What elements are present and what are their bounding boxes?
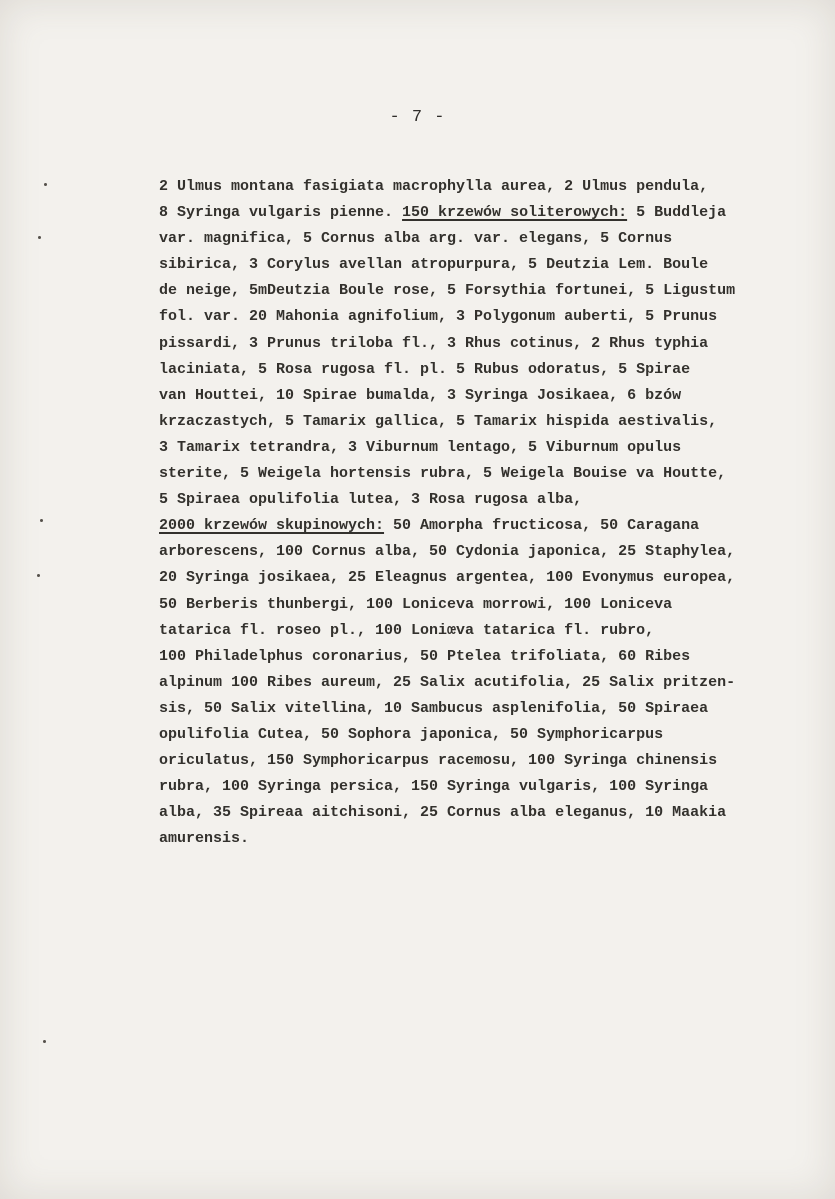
margin-speck — [44, 183, 47, 186]
text-segment: van Houttei, 10 Spirae bumalda, 3 Syringa Josikaea, 6 bzów — [159, 386, 682, 404]
text-line — [159, 278, 831, 304]
section-heading-group-shrubs: 2000 krzewów skupinowych: — [159, 517, 385, 535]
text-line — [159, 826, 831, 852]
text-segment: 5 Buddleja — [627, 204, 727, 222]
text-line — [159, 200, 831, 226]
text-segment: 5 Spiraea opulifolia lutea, 3 Rosa rugosa alba, — [159, 491, 583, 509]
page-number: - 7 - — [389, 108, 446, 127]
text-line — [159, 800, 831, 826]
section-heading-solitary-shrubs: 150 krzewów soliterowych: — [402, 204, 628, 222]
text-line — [159, 748, 831, 774]
text-segment: 100 Philadelphus coronarius, 50 Ptelea trifoliata, 60 Ribes — [159, 647, 691, 665]
text-segment: amurensis. — [159, 830, 250, 848]
text-segment: pissardi, 3 Prunus triloba fl., 3 Rhus cotinus, 2 Rhus typhia — [159, 334, 709, 352]
text-line — [159, 461, 831, 487]
text-line — [159, 565, 831, 591]
text-line — [159, 644, 831, 670]
text-segment: 8 Syringa vulgaris pienne. — [159, 204, 403, 222]
margin-speck — [37, 574, 40, 577]
text-segment: rubra, 100 Syringa persica, 150 Syringa vulgaris, 100 Syringa — [159, 778, 709, 796]
text-segment: 50 Berberis thunbergi, 100 Loniceva morrowi, 100 Loniceva — [159, 595, 673, 613]
text-line — [159, 331, 831, 357]
margin-speck — [38, 236, 41, 239]
text-segment: alba, 35 Spireaa aitchisoni, 25 Cornus alba eleganus, 10 Maakia — [159, 804, 727, 822]
text-segment: opulifolia Cutea, 50 Sophora japonica, 50 Symphoricarpus — [159, 725, 664, 743]
text-segment: fol. var. 20 Mahonia agnifolium, 3 Polygonum auberti, 5 Prunus — [159, 308, 718, 326]
text-segment: alpinum 100 Ribes aureum, 25 Salix acutifolia, 25 Salix pritzen- — [159, 673, 736, 691]
text-segment: de neige, 5mDeutzia Boule rose, 5 Forsythia fortunei, 5 Ligustum — [159, 282, 736, 300]
text-segment: var. magnifica, 5 Cornus alba arg. var. elegans, 5 Cornus — [159, 230, 673, 248]
text-line — [159, 383, 831, 409]
text-line — [159, 174, 831, 200]
text-segment: 2 Ulmus montana fasigiata macrophylla aurea, 2 Ulmus pendula, — [159, 178, 709, 195]
text-segment: arborescens, 100 Cornus alba, 50 Cydonia japonica, 25 Staphylea, — [159, 543, 736, 561]
text-line — [159, 226, 831, 252]
text-line — [159, 357, 831, 383]
typewritten-body — [159, 174, 831, 852]
text-segment: sibirica, 3 Corylus avellan atropurpura, 5 Deutzia Lem. Boule — [159, 256, 709, 274]
text-line — [159, 539, 831, 565]
text-line — [159, 487, 831, 513]
text-line — [159, 592, 831, 618]
text-segment: 20 Syringa josikaea, 25 Eleagnus argentea, 100 Evonymus europea, — [159, 569, 736, 587]
text-line — [159, 304, 831, 330]
text-segment: laciniata, 5 Rosa rugosa fl. pl. 5 Rubus odoratus, 5 Spirae — [159, 360, 691, 378]
text-segment: krzaczastych, 5 Tamarix gallica, 5 Tamarix hispida aestivalis, — [159, 412, 718, 430]
text-line — [159, 670, 831, 696]
text-line — [159, 409, 831, 435]
text-segment: 3 Tamarix tetrandra, 3 Viburnum lentago, 5 Viburnum opulus — [159, 438, 682, 456]
text-segment: 50 Amorpha fructicosa, 50 Caragana — [384, 517, 700, 535]
text-line — [159, 252, 831, 278]
text-segment: sterite, 5 Weigela hortensis rubra, 5 Weigela Bouise va Houtte, — [159, 465, 727, 483]
margin-speck — [40, 519, 43, 522]
text-line — [159, 774, 831, 800]
text-line — [159, 435, 831, 461]
margin-speck — [43, 1040, 46, 1043]
text-line — [159, 696, 831, 722]
text-segment: oriculatus, 150 Symphoricarpus racemosu, 100 Syringa chinensis — [159, 752, 718, 770]
text-line — [159, 513, 831, 539]
text-line — [159, 722, 831, 748]
text-segment: sis, 50 Salix vitellina, 10 Sambucus asplenifolia, 50 Spiraea — [159, 699, 709, 717]
text-line — [159, 618, 831, 644]
text-segment: tatarica fl. roseo pl., 100 Loniœva tatarica fl. rubro, — [159, 621, 655, 639]
